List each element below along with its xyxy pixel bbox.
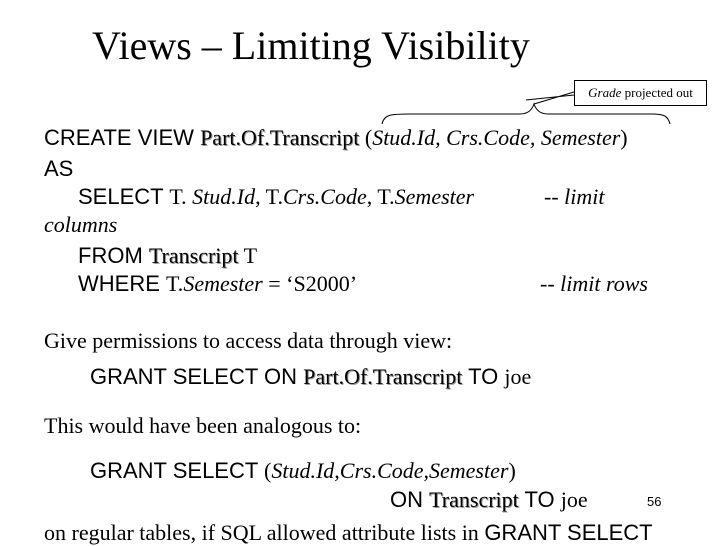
comment-limit-rows: -- limit rows — [540, 271, 648, 296]
kw-from: FROM — [78, 243, 149, 268]
select-list-part: , T. — [255, 184, 283, 209]
cols-open: ( — [359, 125, 373, 150]
grant-table-name: Transcript — [429, 487, 519, 512]
kw-select: SELECT — [78, 184, 170, 209]
select-list-part: T. — [169, 184, 193, 209]
kw-as: AS — [44, 156, 74, 181]
slide-number: 56 — [647, 494, 662, 509]
cols-close: ) — [508, 458, 516, 483]
from-line — [78, 243, 257, 269]
kw-grant-select-on: GRANT SELECT ON — [90, 364, 304, 389]
footer-keyword: GRANT SELECT — [484, 520, 653, 545]
callout-note — [574, 80, 707, 106]
cols-close: ) — [620, 125, 628, 150]
kw-on: ON — [390, 487, 430, 512]
grant-on-line — [390, 487, 588, 513]
where-line — [78, 271, 357, 297]
grant-view-name: Part.Of.Transcript — [303, 364, 463, 389]
from-table: Transcript — [148, 243, 239, 268]
footer-line — [44, 520, 653, 546]
kw-create-view: CREATE VIEW — [44, 125, 201, 150]
callout-text: projected out — [621, 85, 693, 100]
where-part: = ‘S2000’ — [262, 271, 358, 296]
footer-text: on regular tables, if SQL allowed attribute lists in — [44, 520, 485, 545]
grant-table-line — [90, 458, 516, 484]
grant-intro: Give permissions to access data through view: — [44, 328, 453, 353]
kw-to: TO — [462, 364, 505, 389]
create-view-line — [44, 125, 628, 151]
comment-limit-columns-b: columns — [44, 212, 118, 237]
grant-columns: Stud.Id,Crs.Code,Semester — [271, 458, 509, 483]
select-list-part: Crs.Code — [283, 184, 367, 209]
from-alias: T — [238, 243, 258, 268]
kw-to: TO — [518, 487, 561, 512]
select-line — [78, 184, 474, 210]
analogous-text: This would have been analogous to: — [44, 413, 362, 438]
where-part: Semester — [183, 271, 263, 296]
select-list-part: , T. — [366, 184, 395, 209]
select-list-part: Stud.Id — [192, 184, 256, 209]
callout-italic: Grade — [588, 85, 622, 100]
kw-grant-select: GRANT SELECT — [90, 458, 265, 483]
where-part: T. — [166, 271, 184, 296]
grant-user: joe — [560, 487, 588, 512]
grant-user: joe — [504, 364, 532, 389]
slide-title: Views – Limiting Visibility — [92, 23, 530, 68]
view-columns: Stud.Id, Crs.Code, Semester — [372, 125, 621, 150]
view-name: Part.Of.Transcript — [200, 125, 360, 150]
cols-open: ( — [264, 458, 272, 483]
grant-view-line — [90, 364, 531, 390]
comment-limit-columns-a: -- limit — [544, 184, 605, 209]
kw-where: WHERE — [78, 271, 166, 296]
select-list-part: Semester — [394, 184, 475, 209]
